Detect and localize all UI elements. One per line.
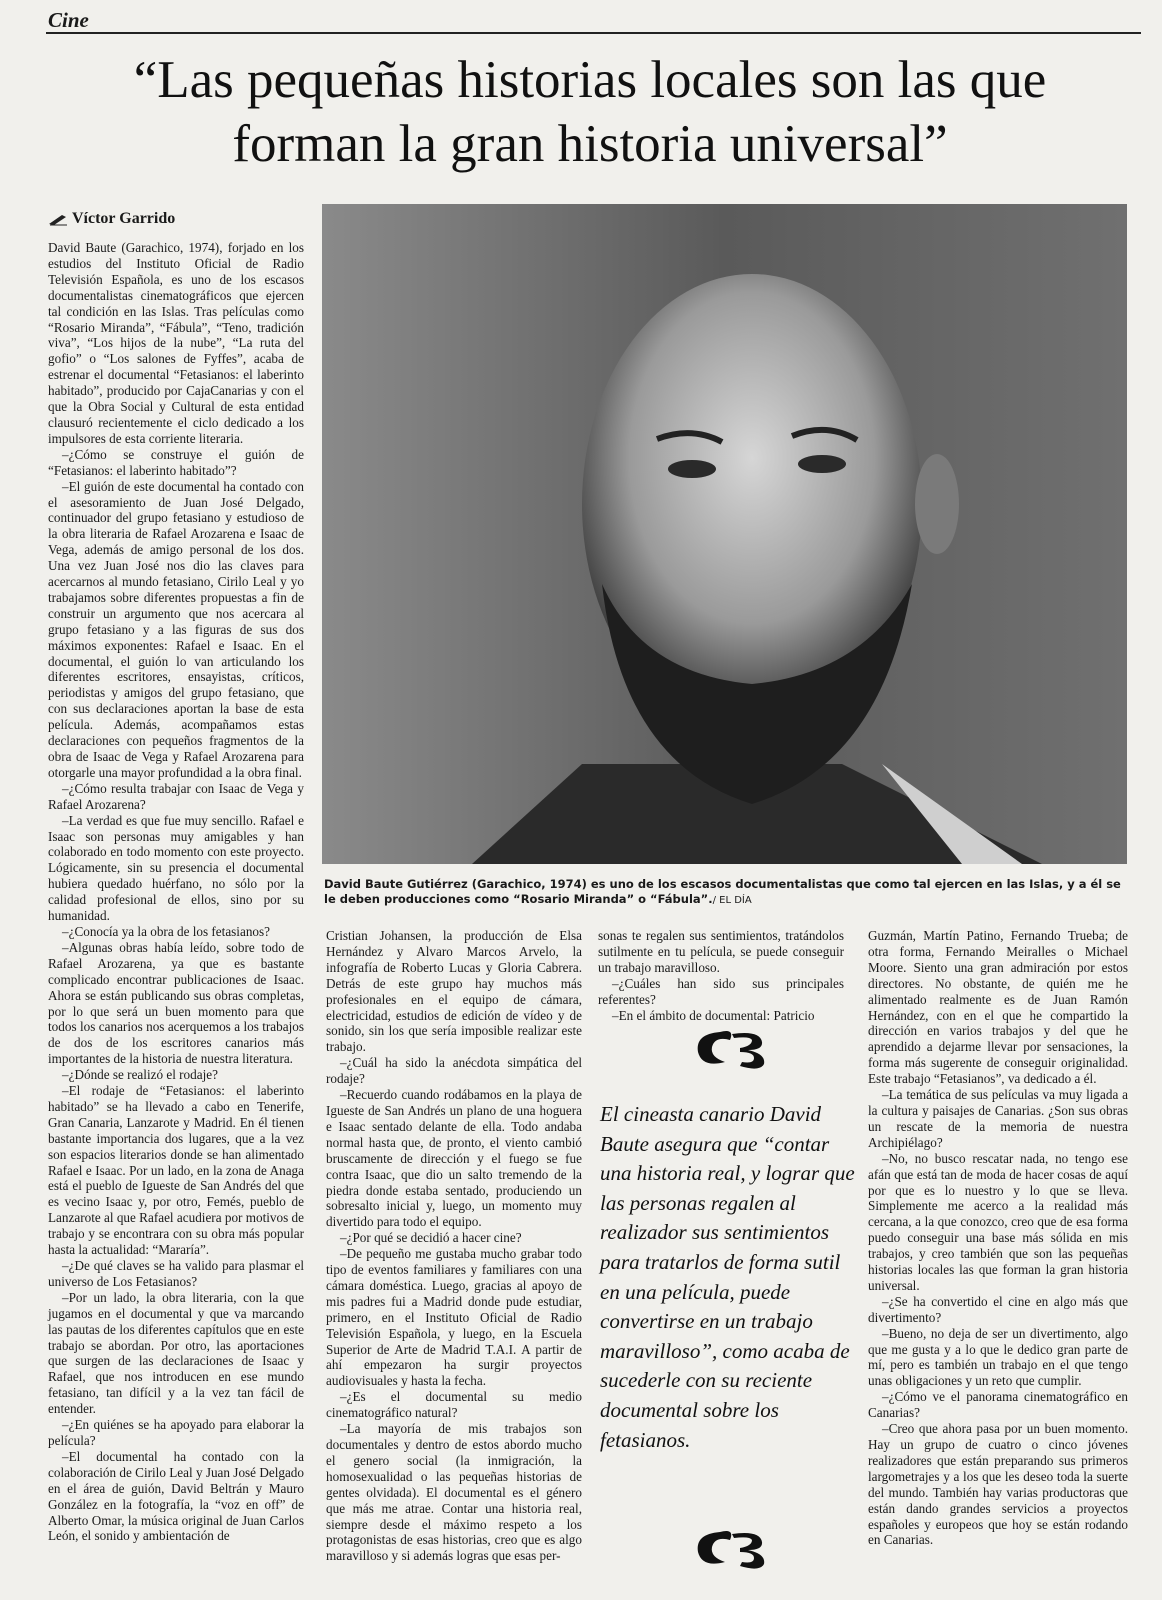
caption-text: David Baute Gutiérrez (Garachico, 1974) es uno de los escasos documentalistas que como tal ejercen en las Islas, y a él se le deben producciones como “Rosario Miranda” o “Fábula”. xyxy=(324,877,1121,906)
paragraph: –Por un lado, la obra literaria, con la que jugamos en el documental y que va marcando las pautas de los diferentes capítulos que en este trabajo se abordan. Por otro, las aportaciones que surgen de las declaraciones de Isaac y Rafael, que nos introducen en ese mundo fetasiano, tan difícil y a la vez tan fácil de entender. xyxy=(48,1289,304,1417)
ornament-top-icon xyxy=(690,1022,780,1072)
paragraph: –¿Cómo ve el panorama cinematográfico en Canarias? xyxy=(868,1389,1128,1421)
pull-quote: El cineasta canario David Baute asegura que “contar una historia real, y lograr que las personas regalen al realizador sus sentimientos para tratarlos de forma sutil en una película, puede convertirse en un trabajo maravilloso”, como acaba de sucederle con su reciente documental sobre los fetasianos. xyxy=(600,1102,855,1452)
paragraph: –¿Cuál ha sido la anécdota simpática del rodaje? xyxy=(326,1055,582,1087)
header-rule xyxy=(46,32,1141,34)
paragraph: –El guión de este documental ha contado con el asesoramiento de Juan José Delgado, continuador del grupo fetasiano y estudioso de la obra literaria de Rafael Arozarena e Isaac de Vega, además de amigo personal de los dos. Una vez Juan José nos dio las claves para acercarnos al mundo fetasiano, Cirilo Leal y yo trabajamos sobre diferentes propuestas a fin de construir un argumento que nos acercara al grupo fetasiano y a las figuras de sus dos máximos exponentes: Rafael e Isaac. En el documental, el guión lo van articulando los diferentes escritores, ensayistas, críticos, periodistas y amigos del grupo fetasiano, que con sus declaraciones aportan la base de esta película. Además, acompañamos estas declaraciones con pequeños fragmentos de la obra de Isaac de Vega y Rafael Arozarena para otorgarle una mayor profundidad a la obra final. xyxy=(48,478,304,780)
paragraph: sonas te regalen sus sentimientos, tratándolos sutilmente en tu película, se puede conseguir un trabajo maravilloso. xyxy=(598,928,844,975)
article-column-4 xyxy=(868,928,1128,1548)
paragraph: David Baute (Garachico, 1974), forjado en los estudios del Instituto Oficial de Radio Televisión Española, es uno de los escasos documentalistas cinematográficos que ejercen tal condición en las Islas. Tras películas como “Rosario Miranda”, “Fábula”, “Teno, tradición viva”, “Los hijos de la nube”, “La ruta del gofio” o “Los salones de Fyffes”, acaba de estrenar el documental “Fetasianos: el laberinto habitado”, producido por CajaCanarias y con el que la Obra Social y Cultural de esta entidad clausuró recientemente el ciclo dedicado a los impulsores de esta corriente literaria. xyxy=(48,240,304,446)
paragraph: –¿Se ha convertido el cine en algo más que divertimento? xyxy=(868,1293,1128,1325)
paragraph: –¿Conocía ya la obra de los fetasianos? xyxy=(62,923,270,939)
article-column-3 xyxy=(598,928,844,1023)
ornament-bottom-icon xyxy=(690,1522,780,1572)
paragraph: –No, no busco rescatar nada, no tengo ese afán que está tan de moda de hacer cosas de aquí por que es lo nuestro y lo que se lleva. Simplemente me acerco a la realidad más cercana, a la que conozco, creo que de esa forma puedo conseguir una base más sólida en mis trabajos, y creo también que son las pequeñas historias locales las que forman la gran historia universal. xyxy=(868,1150,1128,1293)
pen-icon xyxy=(48,212,68,226)
paragraph: –La verdad es que fue muy sencillo. Rafael e Isaac son personas muy amigables y han colaborado en todo momento con este proyecto. Lógicamente, sin su presencia el documental hubiera quedado huérfano, no sólo por la calidad profesional de ellos, sino por su humanidad. xyxy=(48,812,304,924)
paragraph: –De pequeño me gustaba mucho grabar todo tipo de eventos familiares y familiares con una cámara doméstica. Luego, gracias al apoyo de mis padres fui a Madrid donde pude estudiar, primero, en el Instituto Oficial de Radio Televisión Española, y luego, en la Escuela Superior de Arte de Madrid T.A.I. A partir de ahí empezaron ha surgir proyectos audiovisuales y hasta la fecha. xyxy=(326,1246,582,1389)
portrait-photo xyxy=(322,204,1127,864)
paragraph: –Bueno, no deja de ser un divertimento, algo que me gusta y a lo que le dedico gran parte de mí, pero es también un trabajo en el que tengo unas obligaciones y un reto que cumplir. xyxy=(868,1325,1128,1389)
portrait-image xyxy=(322,204,1127,864)
headline: “Las pequeñas historias locales son las que forman la gran historia universal” xyxy=(133,51,1047,173)
paragraph: –¿Cómo resulta trabajar con Isaac de Vega y Rafael Arozarena? xyxy=(48,780,304,812)
paragraph: –Creo que ahora pasa por un buen momento. Hay un grupo de cuatro o cinco jóvenes realizadores que están preparando sus primeros largometrajes y a los que les deseo toda la suerte del mundo. También hay varias productoras que están dando grandes servicios a proyectos españoles y europeos que hoy se están rodando en Canarias. xyxy=(868,1421,1128,1548)
paragraph: Cristian Johansen, la producción de Elsa Hernández y Alvaro Marcos Arvelo, la infografía de Roberto Lucas y Gloria Cabrera. Detrás de este grupo hay muchos más profesionales en el equipo de cámara, electricidad, estudios de edición de vídeo y de sonido, sin los que sería imposible realizar este trabajo. xyxy=(326,928,582,1055)
paragraph: –En el ámbito de documental: Patricio xyxy=(612,1007,815,1023)
photo-credit: / EL DÍA xyxy=(712,895,752,906)
paragraph: –¿De qué claves se ha valido para plasmar el universo de Los Fetasianos? xyxy=(48,1258,304,1289)
photo-caption xyxy=(324,877,1124,908)
byline xyxy=(48,210,175,228)
paragraph: –¿En quiénes se ha apoyado para elaborar la película? xyxy=(48,1417,304,1448)
paragraph: –Algunas obras había leído, sobre todo de Rafael Arozarena, ya que es bastante complicado encontrar publicaciones de Isaac. Ahora se están publicando sus obras completas, por lo que será un buen momento para que todos los canarios nos acerquemos a los trabajos de dos de los escritores canarios más importantes de la historia de nuestra literatura. xyxy=(48,939,304,1067)
article-column-2 xyxy=(326,928,582,1564)
paragraph: –El rodaje de “Fetasianos: el laberinto habitado” se ha llevado a cabo en Tenerife, Gran Canaria, Lanzarote y Madrid. En él tienen bastante importancia dos lugares, que a la vez son espacios literarios donde se han alimentado Rafael e Isaac. Por un lado, en la zona de Anaga está el pueblo de Igueste de San Andrés del que es vecino Isaac y, por otro, Femés, pueblo de Lanzarote al que Rafael acudiera por motivos de trabajo y se encontrara con su obra más popular hasta la actualidad: “Mararía”. xyxy=(48,1083,304,1258)
paragraph: –¿Por qué se decidió a hacer cine? xyxy=(340,1230,522,1246)
paragraph: Guzmán, Martín Patino, Fernando Trueba; de otra forma, Fernando Meiralles o Michael Moore. Siento una gran admiración por estos directores. No obstante, de quién me he alimentado realmente es de Juan Ramón Hernández, con en el que he compartido la dirección en varios trabajos y del que he aprendido a dejarme llevar por sensaciones, la forma más sugerente de conseguir originalidad. Este trabajo “Fetasianos”, va dedicado a él. xyxy=(868,928,1128,1087)
paragraph: –La mayoría de mis trabajos son documentales y dentro de estos abordo mucho el genero social (la inmigración, la homosexualidad o las pequeñas historias de gentes olvidada). El documental es el género que más me atrae. Contar una historia real, siempre desde el máximo respeto a los protagonistas de esas historias, creo que es algo maravilloso y si además logras que esas per- xyxy=(326,1421,582,1564)
byline-author: Víctor Garrido xyxy=(72,210,176,227)
paragraph: –Recuerdo cuando rodábamos en la playa de Igueste de San Andrés un plano de una hoguera e Isaac sentado delante de ella. Todo andaba normal hasta que, de pronto, el viento cambió bruscamente de dirección y el fuego se fue contra Isaac, que dio un salto tremendo de la piedra donde estaba sentado, produciendo un sobresalto inicial y, luego, un momento muy divertido para todo el equipo. xyxy=(326,1087,582,1230)
paragraph: –¿Cómo se construye el guión de “Fetasianos: el laberinto habitado”? xyxy=(48,446,304,478)
section-label: Cine xyxy=(48,8,89,32)
paragraph: –El documental ha contado con la colaboración de Cirilo Leal y Juan José Delgado en el área de guión, David Beltrán y Mauro González en la fotografía, la “voz en off” de Alberto Omar, la música original de Juan Carlos León, el sonido y ambientación de xyxy=(48,1448,304,1544)
paragraph: –La temática de sus películas va muy ligada a la cultura y paisajes de Canarias. ¿Son sus obras un rescate de la memoria de nuestra Archipiélago? xyxy=(868,1087,1128,1150)
paragraph: –¿Cuáles han sido sus principales referentes? xyxy=(598,975,844,1007)
paragraph: –¿Dónde se realizó el rodaje? xyxy=(62,1067,218,1083)
paragraph: –¿Es el documental su medio cinematográfico natural? xyxy=(326,1389,582,1421)
article-column-1 xyxy=(48,240,304,1544)
